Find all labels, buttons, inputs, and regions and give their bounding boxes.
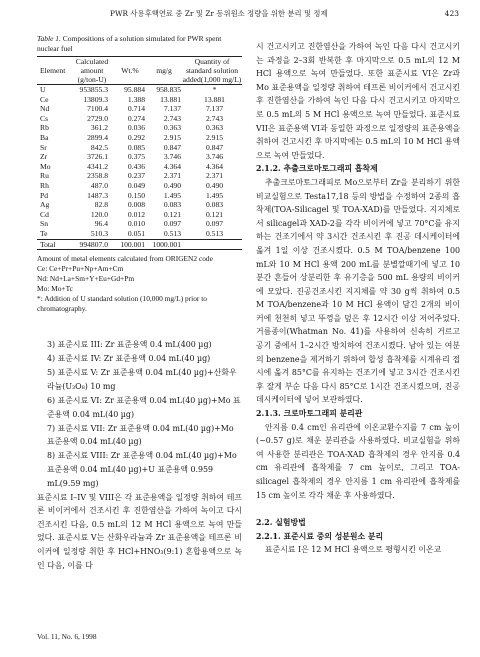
table-cell-el: Total	[37, 239, 70, 250]
table-cell-calc: 487.0	[90, 180, 108, 190]
table-cell-el: Rh	[40, 180, 49, 190]
table-cell-el: Sn	[40, 219, 49, 229]
th-calc-line3: (g/ton-U)	[77, 75, 107, 84]
table-cell-mgg: 0.363	[163, 123, 181, 133]
table-cell-qty: 2.915	[205, 132, 224, 142]
table-cell-calc: 2729.0	[87, 113, 108, 123]
table-cell-wt: 0.150	[127, 190, 145, 200]
table-cell-mgg: 1000.001	[146, 239, 182, 250]
table-cell-calc: 361.2	[90, 123, 108, 133]
th-element: Element	[37, 57, 70, 85]
table-row	[37, 219, 242, 229]
table-total-row	[37, 239, 242, 250]
th-wt: Wt.%	[114, 57, 146, 85]
table-cell-calc: 7100.4	[87, 104, 108, 114]
table-cell-wt: 0.436	[127, 161, 145, 171]
table-note: *: Addition of U standard solution (10,000 mg/L) prior to chromatography.	[37, 294, 207, 314]
table-cell-qty: *	[212, 85, 217, 94]
table-cell-calc: 953855.3	[79, 85, 108, 94]
table-row	[37, 114, 242, 124]
table-note: Nd: Nd+La+Sm+Y+Eu+Gd+Pm	[37, 274, 135, 284]
table-cell-mgg: 2.371	[163, 171, 181, 181]
table-row	[37, 210, 242, 220]
table-cell-qty: 0.083	[205, 200, 224, 210]
table-row	[37, 181, 242, 191]
table-cell-wt: 0.010	[127, 219, 145, 229]
paragraph-2-1-3: 안지름 0.4 cm인 유리관에 이온교환수지를 7 cm 높이(~0.57 g)로 채운 분리관을 사용하였다. 비교실험을 위하여 사용한 분리관은 TOA-XAD 흡착제의 경우 안지름 0.4 cm 유리관에 흡착제를 7 cm 높이로, 그리고 TOA-silicagel 흡착제의 경우 안지름 1 cm 유리관에 흡착제를 15 cm 높이로 각각 채운 후 사용하였다.	[256, 422, 460, 500]
table-cell-calc: 994807.0	[70, 239, 114, 250]
table-notes	[37, 254, 242, 314]
table-cell-wt: 0.237	[127, 171, 145, 181]
running-header	[0, 6, 480, 22]
table-cell-wt: 0.714	[127, 104, 145, 114]
table-cell-wt: 0.036	[127, 123, 145, 133]
th-calc-line1: Calculated	[75, 57, 109, 66]
table-cell-qty: 3.746	[205, 152, 224, 162]
table-cell-el: Zr	[40, 152, 48, 162]
table-cell-mgg: 0.490	[163, 180, 181, 190]
table-note: Mo: Mo+Tc	[37, 284, 73, 294]
table-cell-qty: 13.881	[204, 94, 225, 104]
table-cell-mgg: 0.097	[163, 219, 181, 229]
spacer	[256, 502, 460, 516]
header-title: PWR 사용후핵연료 중 Zr 및 Zr 동위원소 정량을 위한 분리 및 정제	[110, 9, 328, 18]
table-cell-wt: 1.388	[127, 94, 145, 104]
table-cell-wt: 95.884	[124, 85, 145, 94]
table-cell-qty: 0.490	[205, 180, 224, 190]
paragraph-2-1-2: 추출크로마토그래피로 Mo으로부터 Zr을 분리하기 위한 비교실험으로 Testa17,18 등의 방법을 수정하여 2종의 흡착제(TOA-Silicagel 및 TOA-XAD)를 만들었다. 지지체로서 silicagel과 XAD-2를 각각 비이커에 넣고 70°C를 유지하는 건조기에서 약 3시간 건조시킨 후 진공 데시케이터에 옮겨 1일 이상 건조시켰다. 0.5 M TOA/benzene 100 mL와 10 M HCl 용액 200 mL를 분별깔때기에 넣고 10분간 흔들어 상분리한 후 유기층을 500 mL 용량의 비이커에 모았다. 진공건조시킨 지지체를 약 30 g씩 취하여 0.5 M TOA/benzene과 10 M HCl 용액이 담긴 2개의 비이커에 천천히 넣고 뚜껑을 덮은 후 12시간 이상 저어주었다. 거름종이(Whatman No. 41)를 사용하여 신속히 거르고 공기 중에서 1–2시간 방치하여 건조시켰다. 남아 있는 여분의 benzene을 제거하기 위하여 합성 흡착제를 시계유리 접시에 옮겨 85°C를 유지하는 건조기에 넣고 3시간 건조시킨 후 잘게 부순 다음 다시 85°C로 1시간 건조시켰으며, 진공 데시케이터에 넣어 보관하였다.	[256, 177, 460, 405]
th-quantity	[182, 57, 242, 85]
table-cell-calc: 3726.1	[87, 152, 108, 162]
table-cell-el: Rb	[40, 123, 49, 133]
page-number: 423	[444, 9, 459, 18]
table-cell-mgg: 7.137	[163, 104, 181, 114]
th-calc-line2: amount	[80, 66, 104, 75]
list-item: 6) 표준시료 VI: Zr 표준용액 0.04 mL(40 µg)+Mo 표준용액 0.04 mL(40 µg)	[47, 395, 241, 419]
table-cell-wt: 0.012	[127, 209, 145, 219]
table-row	[37, 143, 242, 153]
table-cell-mgg: 1.495	[163, 190, 181, 200]
table-caption-text: Compositions of a solution simulated for PWR spent nuclear fuel	[37, 34, 222, 53]
table-cell-calc: 120.0	[90, 209, 108, 219]
list-item: 5) 표준시료 V: Zr 표준용액 0.04 mL(40 µg)+산화우라늄(U₃O₈) 10 mg	[47, 368, 237, 391]
table-row	[37, 162, 242, 172]
composition-table	[37, 56, 242, 250]
table-caption-label: Table 1.	[37, 34, 61, 43]
table-cell-qty: 0.363	[205, 123, 224, 133]
table-cell-mgg: 2.743	[163, 113, 181, 123]
table-cell-calc: 96.4	[94, 219, 108, 229]
table-cell-qty: 0.513	[205, 228, 224, 238]
table-cell-el: Pd	[40, 190, 49, 200]
right-column	[256, 40, 460, 557]
section-heading-2-2-1: 2.2.1. 표준시료 중의 성분원소 분리	[256, 531, 384, 541]
table-cell-qty: 0.847	[205, 142, 224, 152]
table-cell-el: Ru	[40, 171, 49, 181]
table-row	[37, 171, 242, 181]
table-cell-mgg: 2.915	[163, 132, 181, 142]
table-cell-calc: 2899.4	[87, 132, 108, 142]
table-row	[37, 104, 242, 114]
table-cell-wt: 0.375	[127, 152, 145, 162]
section-heading-2-1-2: 2.1.2. 추출크로마토그래피 흡착제	[256, 164, 378, 174]
table-cell-calc: 842.5	[90, 142, 108, 152]
left-column	[37, 34, 242, 572]
table-cell-qty: 0.121	[205, 209, 224, 219]
table-row	[37, 152, 242, 162]
table-row	[37, 85, 242, 95]
table-cell-el: Cs	[40, 113, 49, 123]
th-calculated	[70, 57, 114, 85]
right-paragraph-1: 시 건고시키고 진한염산을 가하여 녹인 다음 다시 건고시키는 과정을 2–3회 반복한 후 마지막으로 0.5 mL의 12 M HCl 용액으로 녹여 만들었다. 또한 표준시료 VI은 Zr과 Mo 표준용액을 일정량 취하여 테프론 비이커에서 건고시킨 후 진한염산을 가하여 녹인 다음 다시 건고시키고 마지막으로 0.5 mL의 5 M HCl 용액으로 녹여 만들었다. 표준시료 VII은 표준용액 VI과 동일한 과정으로 일정량의 표준용액을 취하여 건고시킨 후 마지막에는 0.5 mL의 10 M HCl 용액으로 녹여 만들었다.	[256, 42, 460, 160]
section-heading-2-2: 2.2. 실험방법	[256, 518, 306, 528]
table-row	[37, 191, 242, 201]
table-cell-wt: 0.292	[127, 132, 145, 142]
table-cell-wt: 0.008	[127, 200, 145, 210]
th-qty-line3: added(1,000 mg/L)	[182, 75, 242, 84]
table-row	[37, 200, 242, 210]
table-cell-wt: 0.274	[127, 113, 145, 123]
list-item: 3) 표준시료 III: Zr 표준용액 0.4 mL(400 µg)	[47, 340, 212, 350]
table-cell-el: Cd	[40, 209, 49, 219]
table-cell-qty: 2.371	[205, 171, 224, 181]
table-cell-qty: 2.743	[205, 113, 224, 123]
left-paragraph: 표준시료 I–IV 및 VIII은 각 표준용액을 일정량 취하여 테프론 비이커에서 건조시킨 후 진한염산을 가하여 녹이고 다시 건조시킨 다음, 0.5 mL의 12 M HCl 용액으로 녹여 만들었다. 표준시료 V는 산화우라늄과 Zr 표준용액을 테프론 비이커에 일정량 취한 후 HCl+HNO₃(9:1) 혼합용액으로 녹인 다음, 이를 다	[37, 492, 242, 570]
table-cell-el: Ce	[40, 94, 49, 104]
list-item: 8) 표준시료 VIII: Zr 표준용액 0.04 mL(40 µg)+Mo 표준용액 0.04 mL(40 µg)+U 표준용액 0.959 mL(9.59 mg)	[47, 451, 237, 488]
table-cell-mgg: 4.364	[163, 161, 181, 171]
table-cell-wt: 0.051	[127, 228, 145, 238]
table-cell-qty: 7.137	[205, 104, 224, 114]
table-cell-mgg: 3.746	[163, 152, 181, 162]
table-cell-calc: 82.8	[94, 200, 108, 210]
list-item: 4) 표준시료 IV: Zr 표준용액 0.04 mL(40 µg)	[47, 354, 211, 364]
table-cell-el: Ba	[40, 132, 49, 142]
table-cell-wt: 100.001	[114, 239, 146, 250]
table-row	[37, 123, 242, 133]
table-cell-calc: 510.3	[90, 228, 108, 238]
table-cell-qty: 1.495	[205, 190, 224, 200]
table-cell-calc: 4341.2	[87, 161, 108, 171]
table-cell-calc: 1487.3	[87, 190, 108, 200]
paragraph-2-2-1: 표준시료 I은 12 M HCl 용액으로 평형시킨 이온교	[265, 545, 442, 555]
th-qty-line2: standard solution	[185, 66, 239, 75]
table-cell-qty: 4.364	[205, 161, 224, 171]
table-row	[37, 229, 242, 239]
list-item: 7) 표준시료 VII: Zr 표준용액 0.04 mL(40 µg)+Mo 표준용액 0.04 mL(40 µg)	[47, 423, 234, 447]
table-cell-mgg: 0.121	[163, 209, 181, 219]
table-cell-el: Mo	[40, 161, 51, 171]
table-cell-el: Ag	[40, 200, 50, 210]
section-heading-2-1-3: 2.1.3. 크로마토그래피 분리관	[256, 409, 363, 419]
table-cell-calc: 13809.3	[83, 94, 108, 104]
table-cell-el: U	[40, 85, 46, 94]
table-cell-qty	[182, 239, 242, 250]
table-cell-el: Nd	[40, 104, 50, 114]
table-cell-el: Te	[40, 228, 48, 238]
table-cell-mgg: 0.847	[163, 142, 181, 152]
table-cell-calc: 2358.8	[87, 171, 108, 181]
composition-table-body	[37, 85, 242, 250]
table-cell-el: Sr	[40, 142, 47, 152]
th-qty-line1: Quantity of	[194, 57, 230, 66]
table-cell-wt: 0.049	[127, 180, 145, 190]
table-note: Ce: Ce+Pr+Pu+Np+Am+Cm	[37, 264, 124, 274]
table-cell-mgg: 13.881	[160, 94, 181, 104]
table-row	[37, 133, 242, 143]
table-cell-wt: 0.085	[127, 142, 145, 152]
th-mgg: mg/g	[146, 57, 182, 85]
footer-volume: Vol. 11, No. 6, 1998	[37, 632, 97, 641]
table-caption	[37, 34, 242, 54]
table-cell-mgg: 0.083	[163, 200, 181, 210]
table-note: Amount of metal elements calculated from ORIGEN2 code	[37, 254, 213, 264]
table-cell-mgg: 958.835	[156, 85, 181, 94]
standard-sample-list	[37, 338, 242, 490]
table-row	[37, 95, 242, 105]
table-cell-qty: 0.097	[205, 219, 224, 229]
table-cell-mgg: 0.513	[163, 228, 181, 238]
